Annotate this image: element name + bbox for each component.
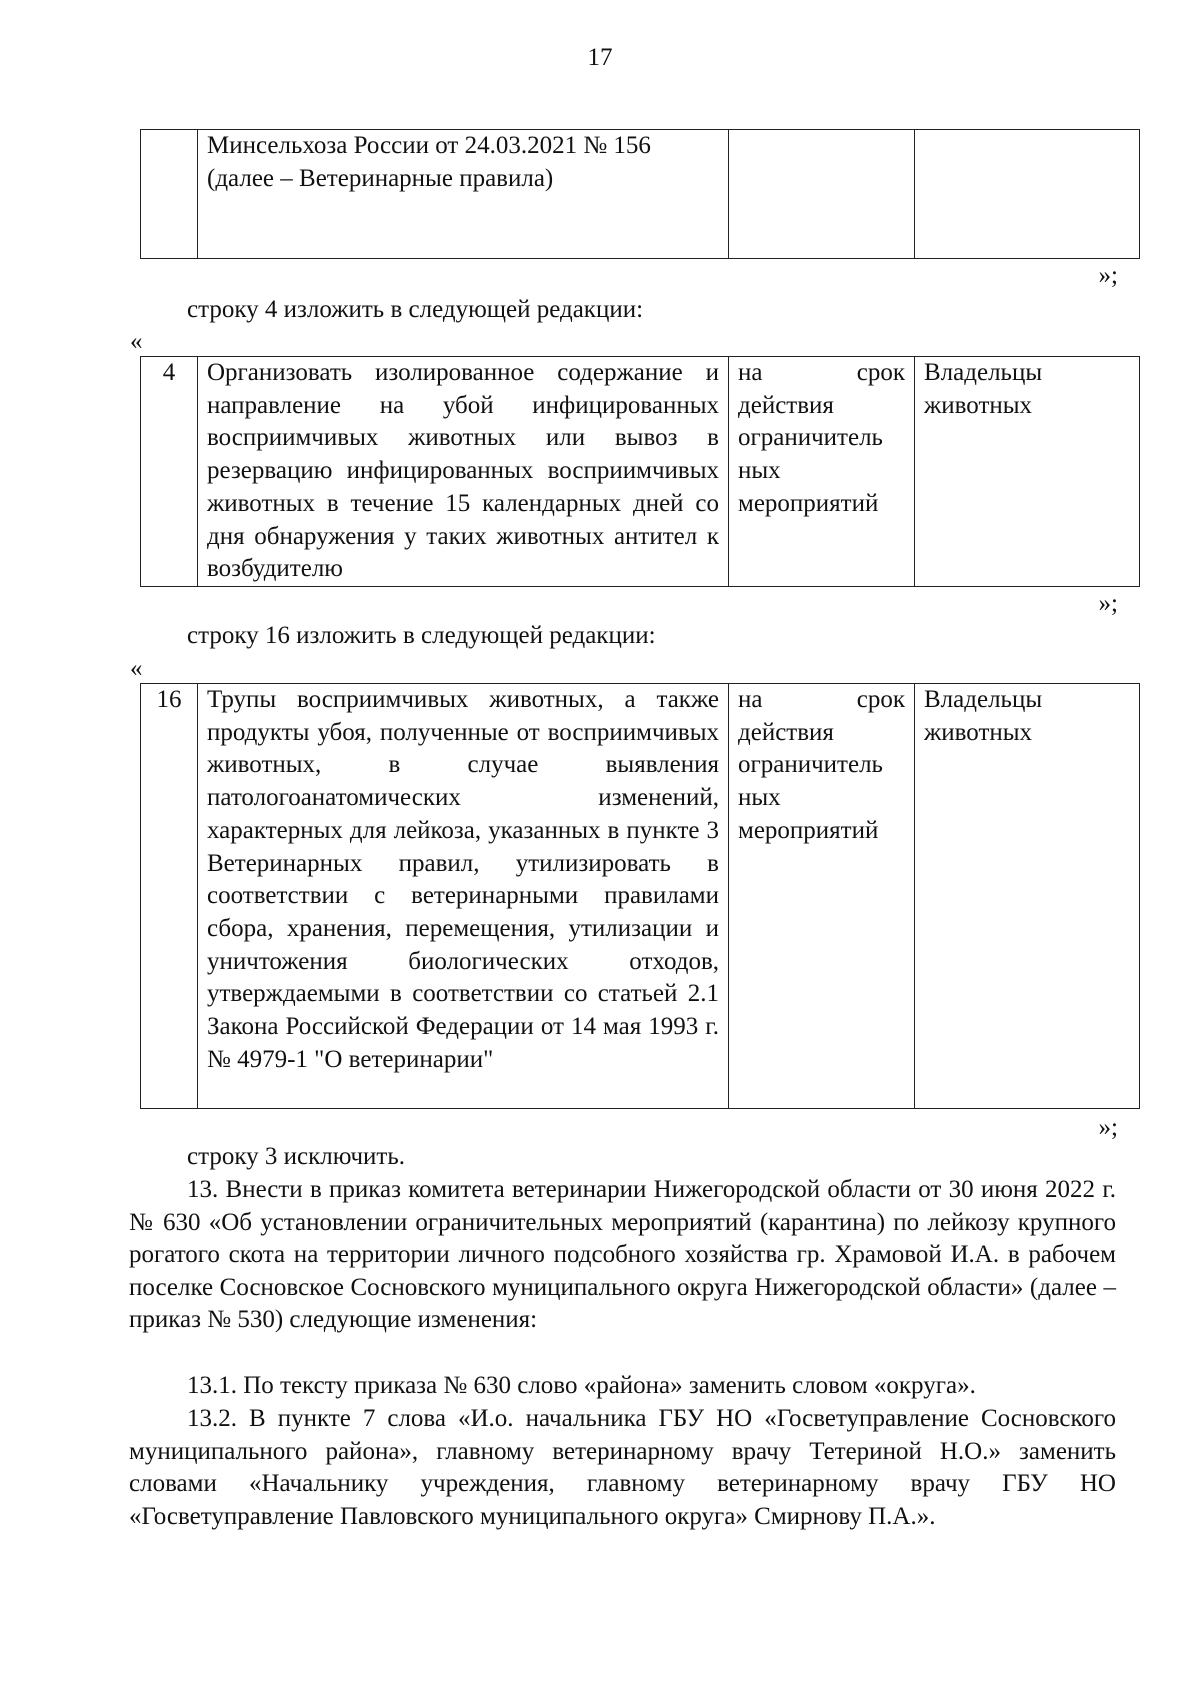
responsible-cell: Владельцы животных [915,357,1140,587]
closing-quote-1: »; [1098,262,1118,289]
row-number-cell: 4 [141,357,198,587]
opening-quote-2: « [130,655,143,682]
closing-quote-2: »; [1098,590,1118,617]
row-number-cell [141,130,198,259]
page-number: 17 [587,44,613,71]
paragraph-13: 13. Внести в приказ комитета ветеринарии Нижегородской области от 30 июня 2022 г. № 630 «Об установлении ограничительных мероприятий (карантина) по лейкозу крупного рогатого скота на территории личного подсобного хозяйства гр. Храмовой И.А. в рабочем поселке Сосновское Сосновского муниципального округа Нижегородской области» (далее – приказ № 530) следующие изменения: [129,1176,1116,1334]
paragraph-13-1: 13.1. По тексту приказа № 630 слово «района» заменить словом «округа». [187,1372,976,1399]
table-row [141,357,1140,587]
term-cell [729,130,915,259]
table-row [141,130,1140,259]
table-row-16 [140,683,1140,1109]
table-row-4 [140,356,1140,587]
measure-cell: Минсельхоза России от 24.03.2021 № 156 (далее – Ветеринарные правила) [198,130,729,259]
row-number-cell: 16 [141,684,198,1109]
responsible-cell: Владельцы животных [915,684,1140,1109]
table-fragment-top [140,129,1140,259]
paragraph-13-2: 13.2. В пункте 7 слова «И.о. начальника ГБУ НО «Госветуправление Сосновского муниципального района», главному ветеринарному врачу Тетериной Н.О.» заменить словами «Начальнику учреждения, главному ветеринарному врачу ГБУ НО «Госветуправление Павловского муниципального округа» Смирнову П.А.». [129,1405,1116,1530]
term-cell: на срок действия ограничитель ных мероприятий [729,357,915,587]
intro-row-16: строку 16 изложить в следующей редакции: [187,622,656,649]
opening-quote-1: « [130,328,143,355]
measure-cell: Трупы восприимчивых животных, а также продукты убоя, полученные от восприимчивых животных, в случае выявления патологоанатомических изменений, характерных для лейкоза, указанных в пункте 3 Ветеринарных правил, утилизировать в соответствии с ветеринарными правилами сбора, хранения, перемещения, утилизации и уничтожения биологических отходов, утверждаемыми в соответствии со статьей 2.1 Закона Российской Федерации от 14 мая 1993 г. № 4979-1 "О ветеринарии" [198,684,729,1109]
intro-row-4: строку 4 изложить в следующей редакции: [187,296,644,323]
responsible-cell [915,130,1140,259]
row-3-excluded: строку 3 исключить. [187,1143,405,1170]
table-row [141,684,1140,1109]
measure-cell: Организовать изолированное содержание и направление на убой инфицированных восприимчивых животных или вывоз в резервацию инфицированных восприимчивых животных в течение 15 календарных дней со дня обнаружения у таких животных антител к возбудителю [198,357,729,587]
term-cell: на срок действия ограничитель ных мероприятий [729,684,915,1109]
closing-quote-3: »; [1098,1114,1118,1141]
